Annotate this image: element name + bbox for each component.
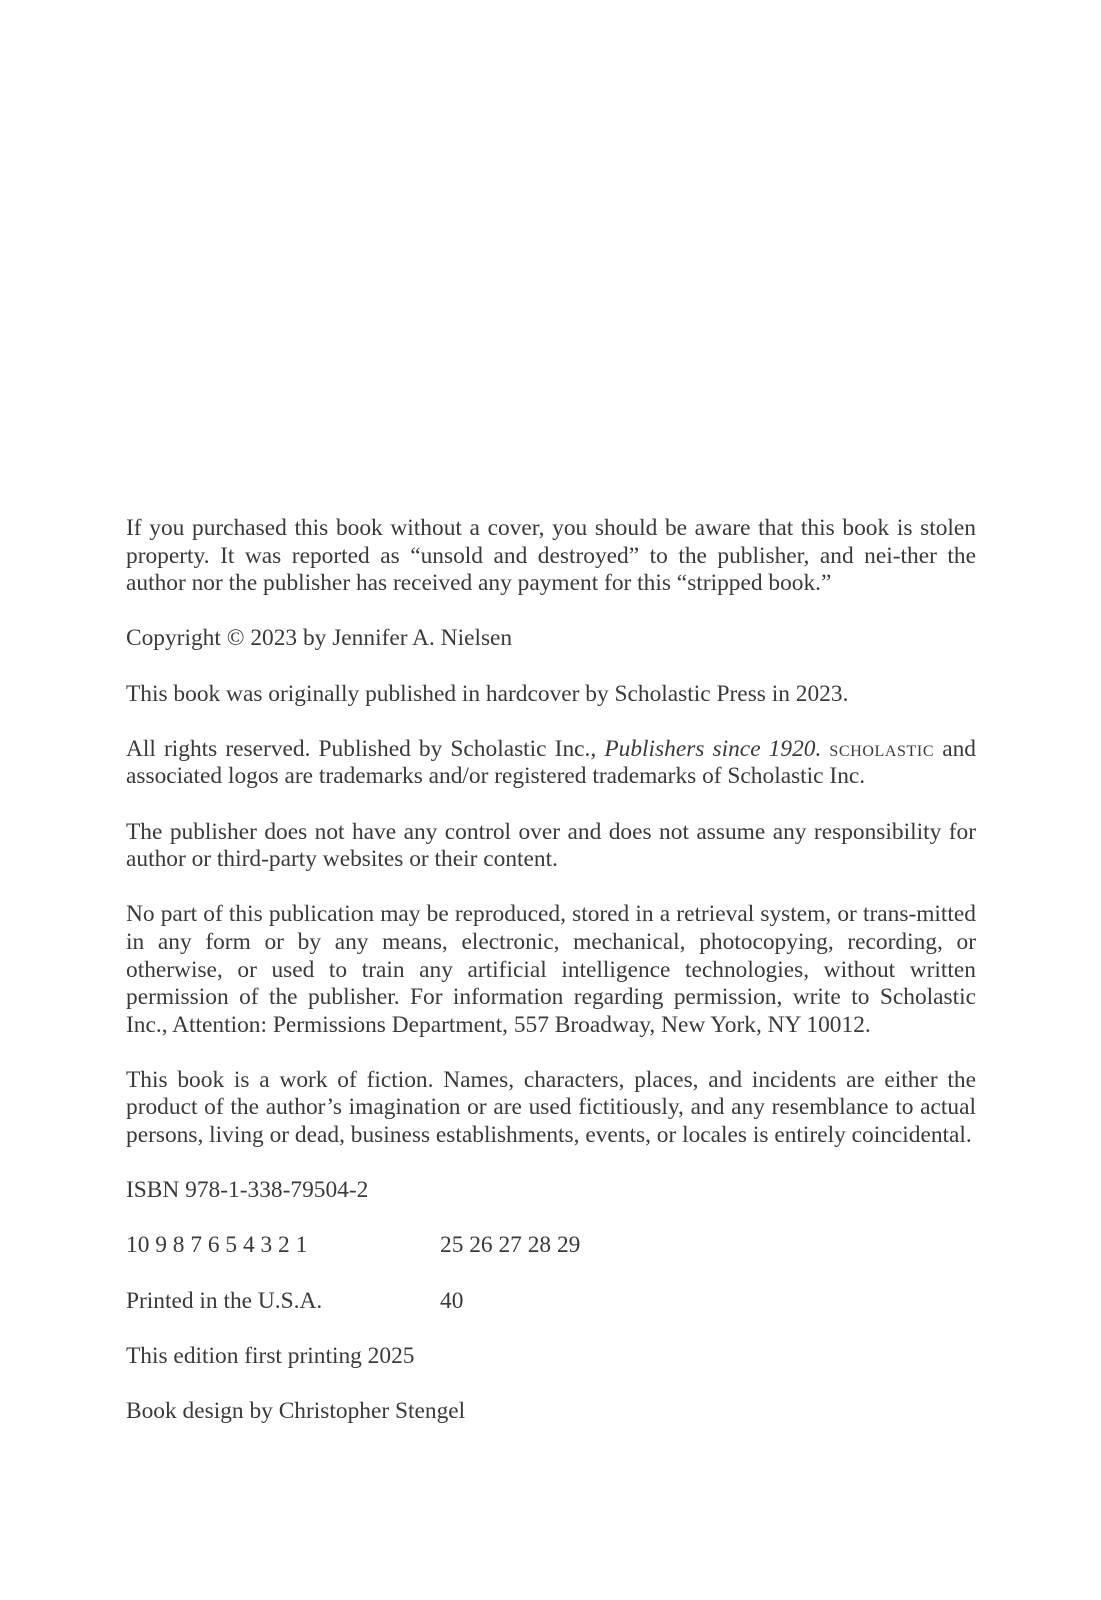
printed-in-line	[126, 1288, 976, 1316]
rights-lead: All rights reserved. Published by Scholastic Inc.,	[126, 735, 605, 762]
printing-line	[126, 1232, 976, 1260]
stripped-book-notice: If you purchased this book without a cover, you should be aware that this book is stolen property. It was reported as “unsold and destroyed” to the publisher, and nei-ther the author nor the publisher has received any payment for this “stripped book.”	[126, 515, 976, 597]
copyright-page-text	[126, 515, 976, 1426]
original-publication-note: This book was originally published in hardcover by Scholastic Press in 2023.	[126, 680, 849, 707]
rights-tail: and associated logos are trademarks and/or registered trademarks of Scholastic Inc.	[126, 735, 976, 790]
printed-location: Printed in the U.S.A.	[126, 1287, 323, 1314]
printer-code: 40	[440, 1287, 464, 1314]
copyright-line: Copyright © 2023 by Jennifer A. Nielsen	[126, 625, 513, 652]
publisher-tagline: Publishers since 1920.	[604, 735, 822, 762]
impression-numbers: 10 9 8 7 6 5 4 3 2 1	[126, 1232, 308, 1259]
edition-note: This edition first printing 2025	[126, 1342, 415, 1369]
reproduction-notice: No part of this publication may be reproduced, stored in a retrieval system, or trans-mitted in any form or by any means, electronic, mechanical, photocopying, recording, or otherwise, or used to train any artificial intelligence technologies, without written permission of the publisher. For information regarding permission, write to Scholastic Inc., Attention: Permissions Department, 557 Broadway, New York, NY 10012.	[126, 901, 976, 1038]
design-credit: Book design by Christopher Stengel	[126, 1398, 466, 1424]
scholastic-trademark: scholastic	[829, 735, 935, 762]
isbn-line: ISBN 978-1-338-79504-2	[126, 1177, 369, 1204]
fiction-disclaimer: This book is a work of fiction. Names, characters, places, and incidents are either the product of the author’s imagination or are used fictitiously, and any resemblance to actual persons, living or dead, business establishments, events, or locales is entirely coincidental.	[126, 1066, 976, 1149]
rights-reserved-notice	[126, 736, 976, 791]
year-codes: 25 26 27 28 29	[440, 1232, 581, 1259]
third-party-disclaimer: The publisher does not have any control over and does not assume any responsibility for author or third-party websites or their content.	[126, 818, 976, 873]
